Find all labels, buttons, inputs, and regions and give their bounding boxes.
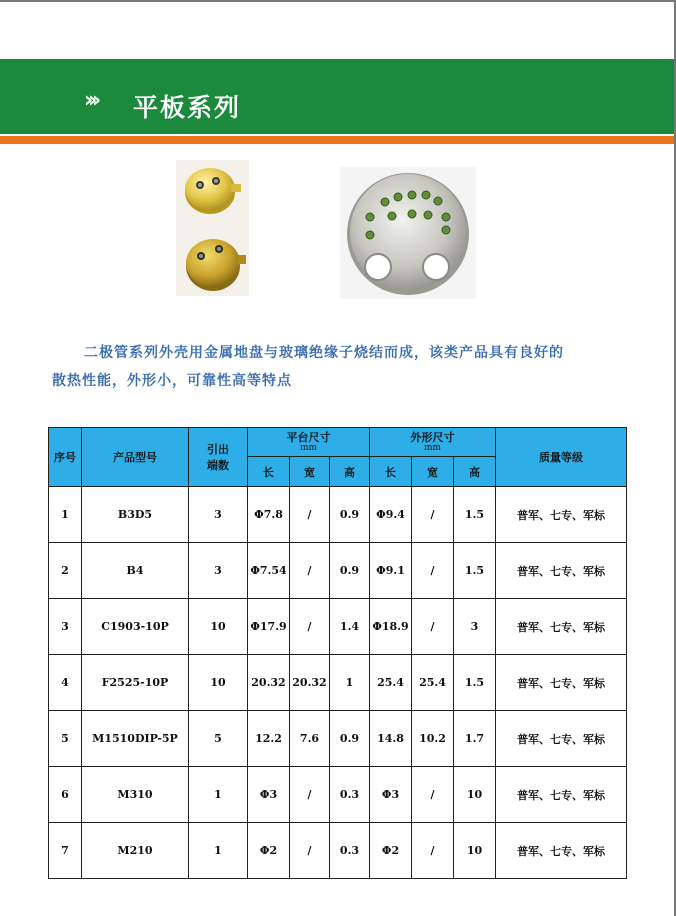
- cell-outline-length: Φ3: [370, 767, 412, 823]
- header-platform-unit: mm: [299, 442, 318, 453]
- cell-model: M1510DIP-5P: [82, 711, 189, 767]
- header-quality: 质量等级: [496, 428, 627, 487]
- table-row: [49, 599, 627, 655]
- table-row: [49, 823, 627, 879]
- header-platform-label: 平台尺寸: [286, 430, 331, 444]
- cell-outline-width: /: [412, 599, 454, 655]
- header-outline-width: 宽: [412, 457, 454, 487]
- cell-model: B3D5: [82, 487, 189, 543]
- cell-outline-width: /: [412, 767, 454, 823]
- intro-line-2: 散热性能，外形小，可靠性高等特点: [52, 373, 292, 389]
- banner-accent-stripe: [0, 136, 674, 144]
- cell-outline-width: /: [412, 823, 454, 879]
- cell-model: F2525-10P: [82, 655, 189, 711]
- cell-outline-height: 1.5: [454, 543, 496, 599]
- chevron-right-icon: ›››: [84, 88, 97, 113]
- intro-paragraph: [52, 339, 632, 395]
- cell-index: 4: [49, 655, 82, 711]
- cell-pins: 10: [189, 599, 248, 655]
- section-title: 平板系列: [133, 93, 242, 122]
- cell-index: 6: [49, 767, 82, 823]
- header-outline-length: 长: [370, 457, 412, 487]
- cell-index: 2: [49, 543, 82, 599]
- cell-outline-length: Φ2: [370, 823, 412, 879]
- cell-platform-width: /: [290, 543, 330, 599]
- header-platform-height: 高: [330, 457, 370, 487]
- cell-quality: 普军、七专、军标: [496, 599, 627, 655]
- cell-platform-width: /: [290, 767, 330, 823]
- cell-pins: 3: [189, 543, 248, 599]
- cell-quality: 普军、七专、军标: [496, 823, 627, 879]
- header-platform: [248, 428, 370, 457]
- cell-pins: 1: [189, 767, 248, 823]
- cell-platform-height: 0.3: [330, 823, 370, 879]
- header-outline: [370, 428, 496, 457]
- header-pins: [189, 428, 248, 487]
- cell-outline-length: 14.8: [370, 711, 412, 767]
- cell-platform-height: 0.3: [330, 767, 370, 823]
- cell-platform-height: 0.9: [330, 543, 370, 599]
- page-border-top: [0, 0, 676, 2]
- two-pin-gold-header-photo: [176, 160, 249, 296]
- cell-index: 3: [49, 599, 82, 655]
- cell-quality: 普军、七专、军标: [496, 543, 627, 599]
- table-row: [49, 655, 627, 711]
- spec-table-body: [49, 487, 627, 879]
- header-pins-line2: 端数: [207, 459, 229, 472]
- cell-platform-height: 0.9: [330, 711, 370, 767]
- spec-table: [48, 427, 627, 879]
- cell-quality: 普军、七专、军标: [496, 711, 627, 767]
- header-outline-label: 外形尺寸: [410, 430, 455, 444]
- cell-pins: 3: [189, 487, 248, 543]
- header-index: 序号: [49, 428, 82, 487]
- cell-pins: 10: [189, 655, 248, 711]
- cell-platform-length: 12.2: [248, 711, 290, 767]
- table-row: [49, 543, 627, 599]
- cell-outline-height: 3: [454, 599, 496, 655]
- cell-platform-height: 1.4: [330, 599, 370, 655]
- cell-outline-length: Φ18.9: [370, 599, 412, 655]
- cell-outline-width: /: [412, 543, 454, 599]
- cell-outline-height: 10: [454, 823, 496, 879]
- cell-platform-length: Φ3: [248, 767, 290, 823]
- cell-platform-width: /: [290, 487, 330, 543]
- multi-pin-silver-header-photo: [340, 167, 476, 299]
- cell-platform-length: Φ17.9: [248, 599, 290, 655]
- table-row: [49, 711, 627, 767]
- header-platform-length: 长: [248, 457, 290, 487]
- cell-model: M310: [82, 767, 189, 823]
- cell-platform-width: 20.32: [290, 655, 330, 711]
- table-row: [49, 487, 627, 543]
- cell-pins: 1: [189, 823, 248, 879]
- cell-platform-length: Φ2: [248, 823, 290, 879]
- cell-model: C1903-10P: [82, 599, 189, 655]
- cell-index: 5: [49, 711, 82, 767]
- cell-platform-width: /: [290, 599, 330, 655]
- header-model: 产品型号: [82, 428, 189, 487]
- cell-outline-height: 10: [454, 767, 496, 823]
- cell-outline-width: /: [412, 487, 454, 543]
- cell-quality: 普军、七专、军标: [496, 487, 627, 543]
- cell-model: M210: [82, 823, 189, 879]
- cell-outline-length: Φ9.1: [370, 543, 412, 599]
- cell-outline-length: Φ9.4: [370, 487, 412, 543]
- cell-outline-width: 10.2: [412, 711, 454, 767]
- section-banner: [0, 59, 674, 134]
- intro-line-1: 二极管系列外壳用金属地盘与玻璃绝缘子烧结而成，该类产品具有良好的: [84, 345, 564, 361]
- cell-platform-length: Φ7.8: [248, 487, 290, 543]
- cell-platform-length: Φ7.54: [248, 543, 290, 599]
- cell-quality: 普军、七专、军标: [496, 767, 627, 823]
- cell-outline-height: 1.5: [454, 655, 496, 711]
- header-pins-line1: 引出: [207, 443, 229, 456]
- header-outline-unit: mm: [423, 442, 442, 453]
- cell-platform-height: 1: [330, 655, 370, 711]
- cell-platform-width: 7.6: [290, 711, 330, 767]
- cell-platform-width: /: [290, 823, 330, 879]
- cell-quality: 普军、七专、军标: [496, 655, 627, 711]
- cell-platform-height: 0.9: [330, 487, 370, 543]
- cell-outline-length: 25.4: [370, 655, 412, 711]
- cell-platform-length: 20.32: [248, 655, 290, 711]
- cell-outline-height: 1.5: [454, 487, 496, 543]
- cell-index: 7: [49, 823, 82, 879]
- cell-model: B4: [82, 543, 189, 599]
- table-row: [49, 767, 627, 823]
- header-platform-width: 宽: [290, 457, 330, 487]
- cell-outline-height: 1.7: [454, 711, 496, 767]
- cell-index: 1: [49, 487, 82, 543]
- header-outline-height: 高: [454, 457, 496, 487]
- cell-outline-width: 25.4: [412, 655, 454, 711]
- cell-pins: 5: [189, 711, 248, 767]
